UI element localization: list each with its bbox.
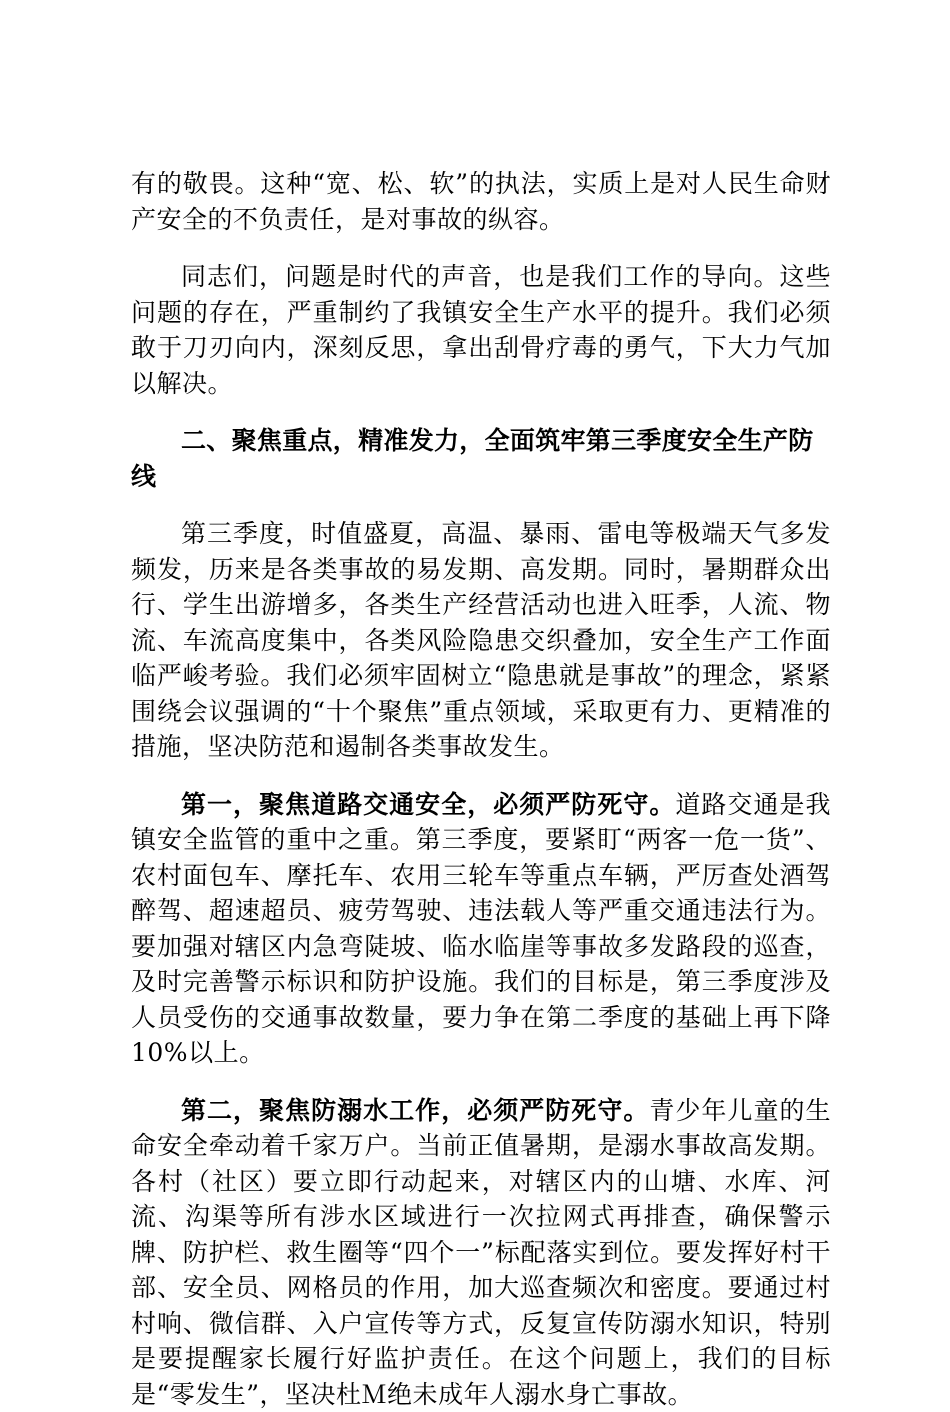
- paragraph-continued: 有的敬畏。这种“宽、松、软”的执法，实质上是对人民生命财产安全的不负责任，是对事故的纵容。: [131, 166, 831, 237]
- document-page: [131, 166, 831, 1412]
- paragraph-drowning-prevention-body: 青少年儿童的生命安全牵动着千家万户。当前正值暑期，是溺水事故高发期。各村（社区）要立即行动起来，对辖区内的山塘、水库、河流、沟渠等所有涉水区域进行一次拉网式再排查，确保警示牌、防护栏、救生圈等“四个一”标配落实到位。要发挥好村干部、安全员、网格员的作用，加大巡查频次和密度。要通过村村响、微信群、入户宣传等方式，反复宣传防溺水知识，特别是要提醒家长履行好监护责任。在这个问题上，我们的目标是“零发生”，坚决杜Ｍ绝未成年人溺水身亡事故。: [131, 1096, 831, 1409]
- paragraph-drowning-prevention-lead: 第二，聚焦防溺水工作，必须严防死守。: [181, 1096, 649, 1125]
- paragraph-drowning-prevention: [131, 1093, 831, 1412]
- paragraph-road-traffic-lead: 第一，聚焦道路交通安全，必须严防死守。: [181, 790, 675, 819]
- paragraph-problems-summary: 同志们，问题是时代的声音，也是我们工作的导向。这些问题的存在，严重制约了我镇安全生产水平的提升。我们必须敢于刀刃向内，深刻反思，拿出刮骨疗毒的勇气，下大力气加以解决。: [131, 259, 831, 401]
- paragraph-road-traffic-body: 道路交通是我镇安全监管的重中之重。第三季度，要紧盯“两客一危一货”、农村面包车、摩托车、农用三轮车等重点车辆，严厉查处酒驾醉驾、超速超员、疲劳驾驶、违法载人等严重交通违法行为。要加强对辖区内急弯陡坡、临水临崖等事故多发路段的巡查，及时完善警示标识和防护设施。我们的目标是，第三季度涉及人员受伤的交通事故数量，要力争在第二季度的基础上再下降10%以上。: [131, 790, 831, 1068]
- paragraph-road-traffic: [131, 787, 831, 1071]
- paragraph-third-quarter-overview: 第三季度，时值盛夏，高温、暴雨、雷电等极端天气多发频发，历来是各类事故的易发期、高发期。同时，暑期群众出行、学生出游增多，各类生产经营活动也进入旺季，人流、物流、车流高度集中，各类风险隐患交织叠加，安全生产工作面临严峻考验。我们必须牢固树立“隐患就是事故”的理念，紧紧围绕会议强调的“十个聚焦”重点领域，采取更有力、更精准的措施，坚决防范和遏制各类事故发生。: [131, 516, 831, 765]
- section-heading-2: 二、聚焦重点，精准发力，全面筑牢第三季度安全生产防线: [131, 423, 831, 494]
